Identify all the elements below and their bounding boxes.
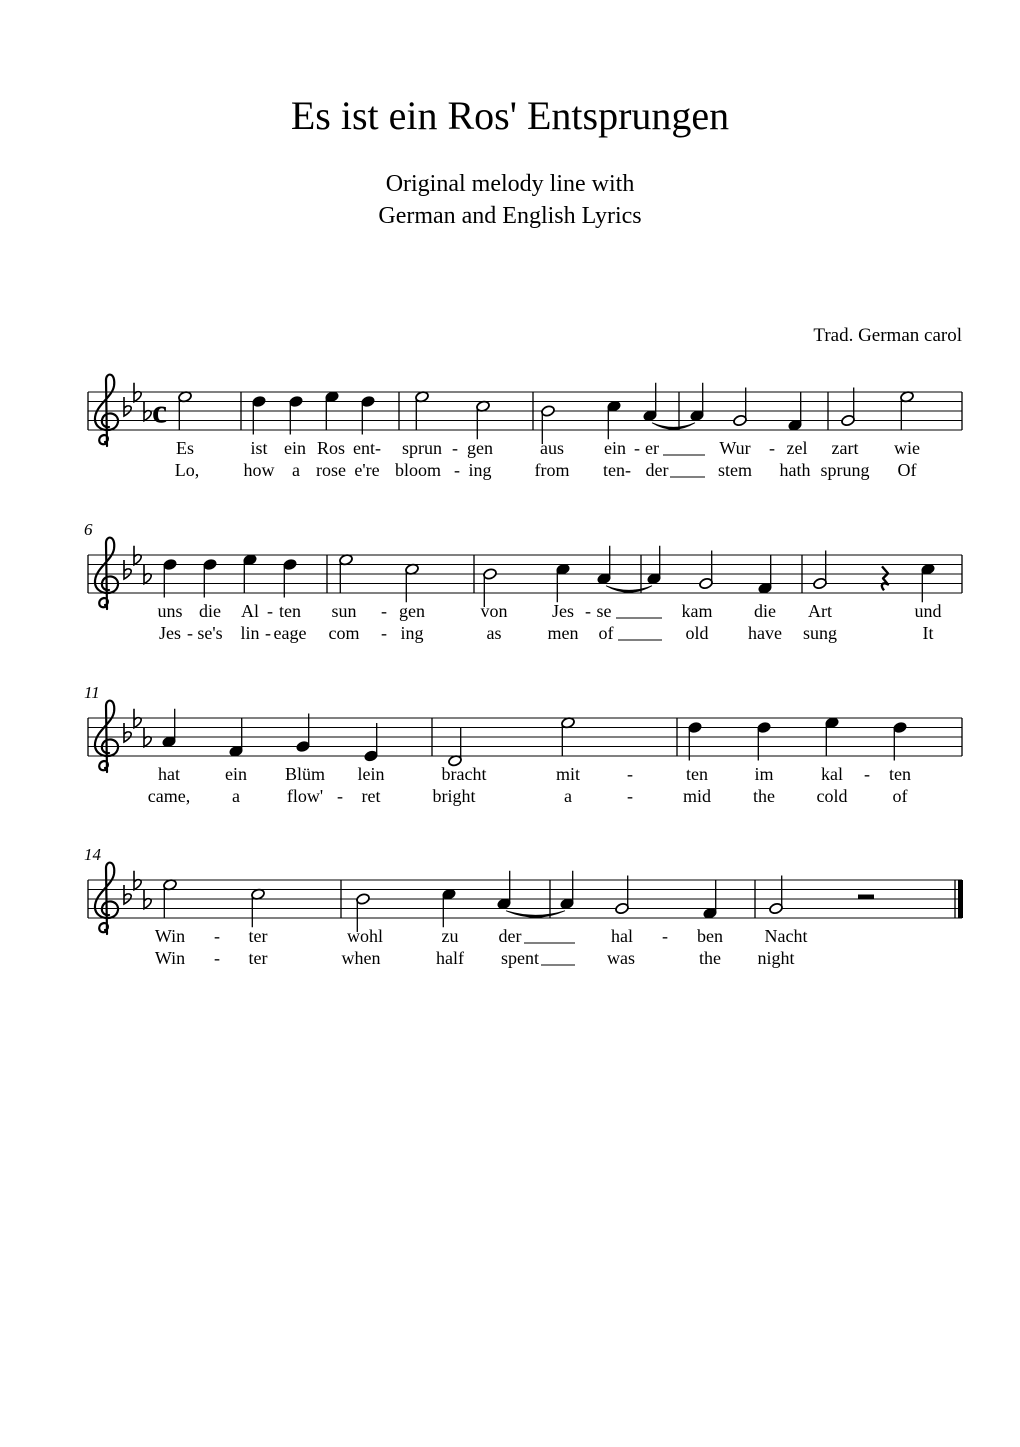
composer-credit: Trad. German carol — [813, 325, 962, 346]
lyric-german: mit — [555, 764, 581, 784]
tie — [606, 586, 652, 593]
quarter-note — [364, 723, 379, 762]
subtitle-line-2: German and English Lyrics — [378, 203, 642, 229]
half-note — [415, 390, 430, 429]
quarter-note — [203, 558, 218, 597]
lyric-english: how — [243, 460, 275, 480]
lyric-german: - — [585, 601, 591, 621]
page-title: Es ist ein Ros' Entsprungen — [290, 93, 730, 138]
flat-icon — [144, 402, 151, 421]
lyric-english: It — [922, 623, 934, 643]
half-note — [339, 553, 354, 592]
lyric-english: - — [187, 623, 193, 643]
lyric-german: Nacht — [764, 926, 808, 946]
quarter-note — [252, 395, 267, 434]
lyric-german: ter — [248, 926, 268, 946]
lyric-english: der — [645, 460, 669, 480]
lyric-german: ten — [279, 601, 301, 621]
lyric-german: ben — [697, 926, 723, 946]
quarter-note — [229, 718, 244, 757]
quarter-note — [442, 888, 457, 927]
lyric-german: bracht — [441, 764, 487, 784]
lyric-english: a — [232, 786, 240, 806]
lyric-english: e're — [354, 460, 380, 480]
lyric-english: - — [214, 948, 220, 968]
lyric-german: Es — [176, 438, 194, 458]
lyric-english: flow' — [286, 786, 324, 806]
lyric-german: ist — [250, 438, 268, 458]
lyric-english: men — [547, 623, 579, 643]
measure-number: 14 — [84, 845, 101, 864]
lyric-english: lin — [240, 623, 260, 643]
treble-clef-icon — [95, 375, 118, 446]
lyric-german: die — [754, 601, 776, 621]
lyric-english: night — [757, 948, 795, 968]
half-note — [178, 390, 193, 429]
lyric-english: a — [292, 460, 300, 480]
lyric-german: hat — [158, 764, 180, 784]
lyric-english: se's — [197, 623, 223, 643]
lyric-german: zart — [831, 438, 859, 458]
flat-icon — [124, 723, 131, 742]
lyric-german: - — [452, 438, 458, 458]
lyric-german: - — [627, 764, 633, 784]
lyric-german: aus — [540, 438, 564, 458]
lyric-german: der — [498, 926, 522, 946]
lyric-german: - — [769, 438, 775, 458]
lyric-english: - — [381, 623, 387, 643]
tie — [506, 911, 565, 918]
lyric-english: ing — [468, 460, 492, 480]
lyric-german: se — [596, 601, 612, 621]
lyric-english: - — [454, 460, 460, 480]
half-note — [813, 551, 828, 590]
lyric-english: bright — [432, 786, 476, 806]
lyric-german: - — [662, 926, 668, 946]
lyric-german: von — [480, 601, 508, 621]
lyric-german: wie — [894, 438, 920, 458]
lyric-german: - — [381, 601, 387, 621]
lyric-german: ten — [686, 764, 708, 784]
lyric-english: cold — [816, 786, 848, 806]
quarter-note — [921, 563, 936, 602]
lyric-german: uns — [157, 601, 183, 621]
quarter-note — [788, 392, 803, 431]
lyric-english: have — [748, 623, 782, 643]
lyric-german: sprun — [402, 438, 442, 458]
treble-clef-icon — [95, 701, 118, 772]
half-note — [615, 876, 630, 915]
lyric-english: Lo, — [174, 460, 200, 480]
lyric-german: Art — [808, 601, 832, 621]
lyric-english: com — [328, 623, 360, 643]
lyric-german: ten — [889, 764, 911, 784]
lyric-german: ein — [284, 438, 306, 458]
treble-clef-icon — [95, 538, 118, 609]
quarter-note — [647, 546, 662, 585]
lyric-english: when — [341, 948, 381, 968]
lyric-english: came, — [147, 786, 191, 806]
lyric-german: gen — [467, 438, 493, 458]
quarter-note — [703, 880, 718, 919]
lyric-english: the — [753, 786, 775, 806]
lyric-english: of — [598, 623, 614, 643]
lyric-german: kam — [681, 601, 713, 621]
quarter-note — [325, 390, 340, 429]
quarter-note — [296, 714, 311, 753]
lyric-german: lein — [357, 764, 385, 784]
lyric-german: - — [634, 438, 640, 458]
lyric-english: ter — [248, 948, 268, 968]
lyric-english: Win — [154, 948, 186, 968]
quarter-note — [825, 716, 840, 755]
lyric-german: sun — [331, 601, 357, 621]
lyric-german: Ros — [316, 438, 346, 458]
lyric-english: - — [265, 623, 271, 643]
half-note — [769, 876, 784, 915]
lyric-german: zu — [441, 926, 459, 946]
quarter-note — [893, 721, 908, 760]
half-note — [405, 563, 420, 602]
quarter-rest — [882, 566, 888, 590]
half-note — [699, 551, 714, 590]
lyric-english: rose — [316, 460, 346, 480]
staff-system — [84, 520, 962, 643]
quarter-note — [643, 383, 658, 422]
quarter-note — [607, 400, 622, 439]
quarter-note — [283, 558, 298, 597]
staff-system — [88, 375, 962, 480]
quarter-note — [243, 553, 258, 592]
lyric-german: Wur — [719, 438, 751, 458]
half-note — [163, 878, 178, 917]
quarter-note — [688, 721, 703, 760]
lyric-english: sprung — [820, 460, 870, 480]
tie — [652, 423, 695, 430]
lyric-english: half — [436, 948, 464, 968]
quarter-note — [597, 546, 612, 585]
lyric-english: Of — [897, 460, 917, 480]
lyric-english: - — [337, 786, 343, 806]
lyric-german: gen — [399, 601, 425, 621]
lyric-english: was — [607, 948, 635, 968]
lyric-german: die — [199, 601, 221, 621]
lyric-german: er — [645, 438, 659, 458]
flat-icon — [124, 397, 131, 416]
lyric-english: the — [699, 948, 721, 968]
flat-icon — [144, 565, 151, 584]
quarter-note — [289, 395, 304, 434]
lyric-german: im — [754, 764, 774, 784]
flat-icon — [124, 560, 131, 579]
quarter-note — [758, 555, 773, 594]
lyric-english: a — [564, 786, 572, 806]
half-note — [448, 728, 463, 767]
quarter-note — [556, 563, 571, 602]
half-rest — [858, 895, 874, 900]
quarter-note — [163, 558, 178, 597]
half-note — [841, 388, 856, 427]
lyric-german: ent- — [353, 438, 381, 458]
lyric-english: bloom — [394, 460, 442, 480]
lyric-german: zel — [786, 438, 808, 458]
lyric-english: from — [534, 460, 570, 480]
treble-clef-icon — [95, 863, 118, 934]
lyric-german: Jes — [552, 601, 574, 621]
half-note — [733, 388, 748, 427]
lyric-english: of — [892, 786, 908, 806]
lyric-german: kal — [821, 764, 843, 784]
lyric-english: Jes — [159, 623, 181, 643]
half-note — [476, 400, 491, 439]
lyric-german: ein — [225, 764, 247, 784]
half-note — [900, 390, 915, 429]
lyric-english: sung — [802, 623, 838, 643]
flat-icon — [144, 728, 151, 747]
common-time-icon: c — [152, 393, 168, 431]
half-note — [561, 716, 576, 755]
quarter-note — [690, 383, 705, 422]
lyric-german: Win — [154, 926, 186, 946]
quarter-note — [361, 395, 376, 434]
flat-icon — [134, 871, 141, 890]
measure-number: 11 — [84, 683, 100, 702]
lyric-english: ten- — [603, 460, 631, 480]
lyric-german: ein — [604, 438, 626, 458]
final-barline — [958, 880, 963, 918]
lyric-german: - — [267, 601, 273, 621]
subtitle-line-1: Original melody line with — [385, 171, 635, 197]
flat-icon — [134, 709, 141, 728]
flat-icon — [134, 383, 141, 402]
lyric-english: stem — [718, 460, 752, 480]
lyric-german: Al — [241, 601, 259, 621]
lyric-english: old — [685, 623, 709, 643]
lyric-english: ing — [400, 623, 424, 643]
lyric-german: und — [914, 601, 942, 621]
staff-system — [84, 845, 963, 968]
lyric-german: hal — [611, 926, 633, 946]
quarter-note — [560, 871, 575, 910]
lyric-english: - — [627, 786, 633, 806]
quarter-note — [162, 709, 177, 748]
staff-system — [84, 683, 962, 806]
half-note — [251, 888, 266, 927]
lyric-german: - — [864, 764, 870, 784]
lyric-english: as — [486, 623, 502, 643]
flat-icon — [124, 885, 131, 904]
lyric-german: - — [214, 926, 220, 946]
measure-number: 6 — [84, 520, 93, 539]
lyric-german: Blüm — [284, 764, 326, 784]
flat-icon — [144, 890, 151, 909]
lyric-german: wohl — [347, 926, 383, 946]
quarter-note — [757, 721, 772, 760]
lyric-english: eage — [273, 623, 307, 643]
lyric-english: hath — [779, 460, 811, 480]
lyric-english: ret — [361, 786, 381, 806]
quarter-note — [497, 871, 512, 910]
flat-icon — [134, 546, 141, 565]
lyric-english: spent — [501, 948, 539, 968]
lyric-english: mid — [682, 786, 712, 806]
